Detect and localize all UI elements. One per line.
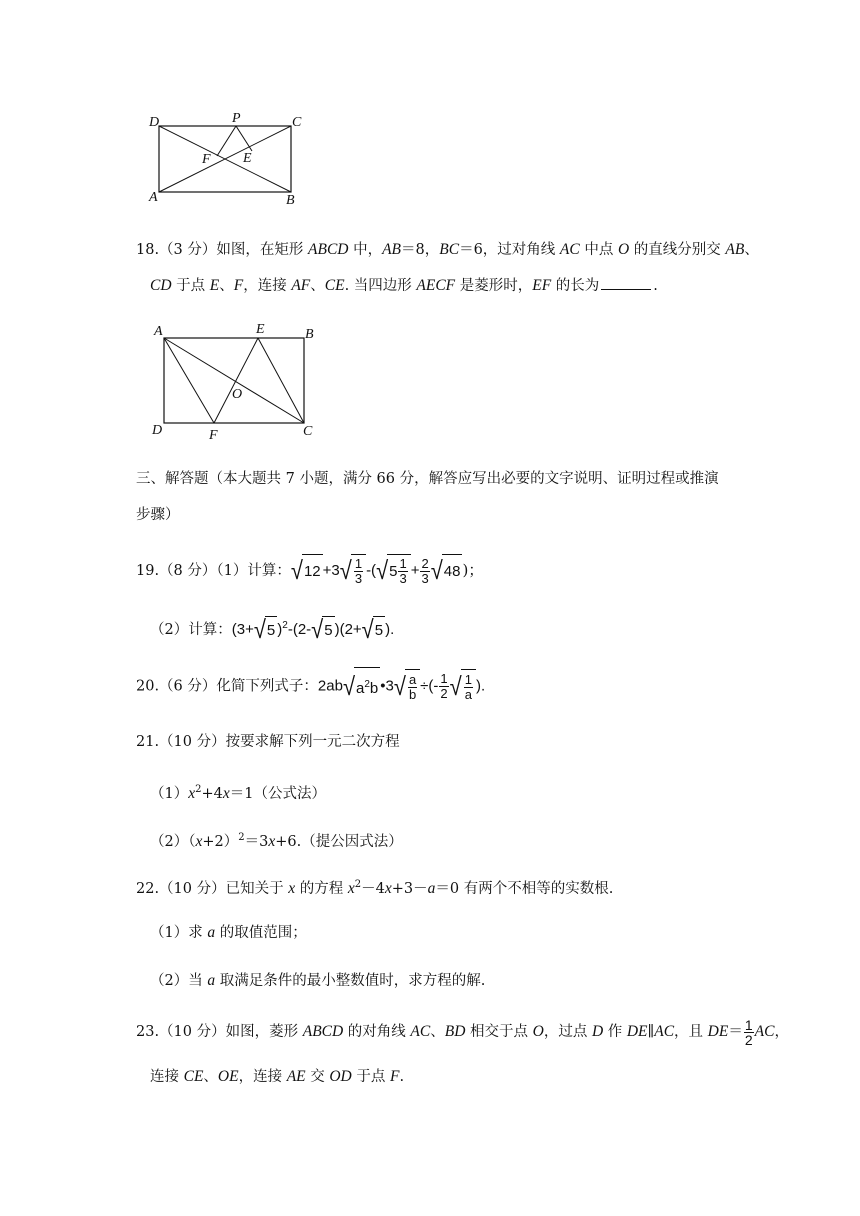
label-F: F (202, 152, 211, 167)
section3-heading-line2: 步骤） (136, 507, 180, 523)
section3-heading-line1: 三、解答题（本大题共 7 小题，满分 66 分，解答应写出必要的文字说明、证明过程或推演 (136, 471, 719, 487)
label-A: A (149, 190, 158, 205)
q23-line2: 连接 CE、OE，连接 AE 交 OD 于点 F. (150, 1068, 405, 1085)
label-B: B (305, 327, 314, 342)
label-B: B (286, 193, 295, 208)
q18-line1: 18.（3 分）如图，在矩形 ABCD 中，AB＝8，BC＝6，过对角线 AC 中点 O 的直线分别交 AB、 (136, 241, 759, 258)
label-C: C (292, 115, 302, 130)
q18-line2: CD 于点 E、F，连接 AF、CE. 当四边形 AECF 是菱形时，EF 的长为 . (150, 277, 658, 294)
q20-line: 20.（6 分）化简下列式子：$2ab√a^2b$ •3√ $\frac{a}{b}$ ÷(- $\frac{1}{2}$ √ $\frac{1}{a}$ ). (136, 667, 485, 701)
label-E: E (243, 151, 252, 166)
q21-heading: 21.（10 分）按要求解下列一元二次方程 (136, 734, 400, 750)
q22-part1: （1）求 a 的取值范围； (150, 924, 307, 941)
figure-rhombus-aecf (140, 318, 330, 443)
q22-part2: （2）当 a 取满足条件的最小整数值时，求方程的解. (150, 972, 486, 989)
q21-part2: $(2)(x+2)^2=3x+6$.（提公因式法） (150, 832, 403, 850)
label-P: P (232, 111, 241, 126)
label-E: E (256, 322, 265, 337)
q22-heading: 22.（10 分）已知关于 x 的方程 $x^2-4x+3-a=0$ 有两个不相等的实数根. (136, 879, 614, 897)
figure-rectangle-pef (140, 108, 310, 208)
label-C: C (303, 424, 313, 439)
answer-blank (601, 276, 651, 290)
label-D: D (149, 115, 160, 130)
label-O: O (232, 387, 243, 402)
q21-part1: $(1)x^2+4x=1$（公式法） (150, 784, 326, 802)
label-F: F (209, 428, 218, 443)
q19-line1: 19.（8 分）（1）计算：√12 +3√ $\frac{1}{3}$ -(√5 $\frac{1}{3}$ + $\frac{2}{3}$ √48 )； (136, 553, 483, 587)
q19-line2: （2）计算：(3+√5 )$^2$-(2-√5 )(2+√5 ). (150, 615, 395, 644)
label-D: D (152, 423, 163, 438)
q23-line1: 23.（10 分）如图，菱形 ABCD 的对角线 AC、BD 相交于点 O，过点 D 作 DE∥AC，且 DE＝ $\frac{1}{2}$ AC， (136, 1016, 789, 1048)
label-A: A (154, 324, 163, 339)
